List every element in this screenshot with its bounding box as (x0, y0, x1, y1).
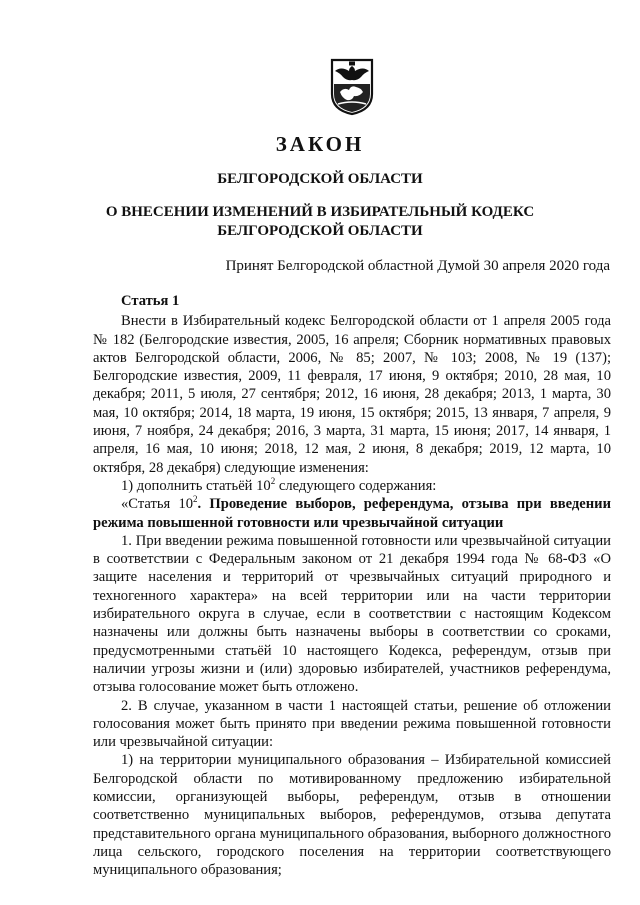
amendment-item-1 (93, 477, 611, 495)
new-article-text-b: . Проведение выборов, референдума, отзыва при введении режима повышенной готовности или чрезвычайной ситуации (93, 496, 612, 531)
new-article-heading (93, 495, 611, 532)
subject-line-2: БЕЛГОРОДСКОЙ ОБЛАСТИ (217, 223, 423, 239)
adoption-line: Принят Белгородской областной Думой 30 апреля 2020 года (225, 258, 610, 274)
item1-superscript: 2 (270, 476, 276, 487)
subject-line-1: О ВНЕСЕНИИ ИЗМЕНЕНИЙ В ИЗБИРАТЕЛЬНЫЙ КОДЕКС (105, 204, 535, 220)
part-2-item-1-paragraph: 1) на территории муниципального образования – Избирательной комиссией Белгородской области по мотивированному предложению избирательной комиссии, организующей выборы, референдум, отзыв в отношении соответственно муниципальных выборов, референдумов, отзыва депутата представительного органа муниципального образования, выборного должностного лица сельского, городского поселения на территории соответствующего муниципального образования; (93, 752, 611, 879)
belgorod-coat-of-arms-icon (330, 58, 374, 116)
new-article-text-a: «Статья 10 (121, 496, 194, 513)
item1-text-a: 1) дополнить статьёй 10 (121, 477, 271, 494)
region-heading: БЕЛГОРОДСКОЙ ОБЛАСТИ (217, 171, 423, 187)
article-heading: Статья 1 (121, 293, 180, 309)
article-intro-paragraph: Внести в Избирательный кодекс Белгородской области от 1 апреля 2005 года № 182 (Белгородские известия, 2005, 16 апреля; Сборник нормативных правовых актов Белгородской области, 2006, № 85; 2007, № 103; 2008, № 19 (137); Белгородские известия, 2009, 11 февраля, 17 июня, 9 октября; 2010, 28 мая, 10 декабря; 2011, 5 июля, 27 сентября; 2012, 16 июня, 28 декабря; 2013, 1 марта, 30 мая, 10 октября; 2014, 18 марта, 19 июня, 15 октября; 2015, 13 января, 7 апреля, 9 июня, 7 ноября, 24 декабря; 2016, 3 марта, 31 марта, 15 июня; 2017, 14 января, 1 апреля, 16 мая, 10 июня; 2018, 12 мая, 2 июня, 8 декабря; 2019, 12 марта, 10 октября, 28 декабря) следующие изменения: (93, 313, 611, 476)
new-article-superscript: 2 (193, 494, 198, 505)
item1-text-b: следующего содержания: (275, 477, 437, 494)
law-body (93, 292, 611, 880)
subject-heading (0, 203, 640, 241)
part-1-paragraph: 1. При введении режима повышенной готовности или чрезвычайной ситуации в соответствии с Федеральным законом от 21 декабря 1994 года № 68-ФЗ «О защите населения и территорий от чрезвычайных ситуаций природного и техногенного характера» на всей территории или на части территории избирательного округа в случае, если в соответствии с настоящим Кодексом назначены или должны быть назначены выборы в соответствии со сроками, предусмотренными статьёй 10 настоящего Кодекса, референдум, отзыв при наличии угрозы жизни и (или) здоровью избирателей, участников референдума, отзыва голосование может быть отложено. (93, 532, 611, 696)
part-2-paragraph: 2. В случае, указанном в части 1 настоящей статьи, решение об отложении голосования может быть принято при введении режима повышенной готовности или чрезвычайной ситуации: (93, 697, 611, 751)
document-title: ЗАКОН (275, 132, 365, 156)
